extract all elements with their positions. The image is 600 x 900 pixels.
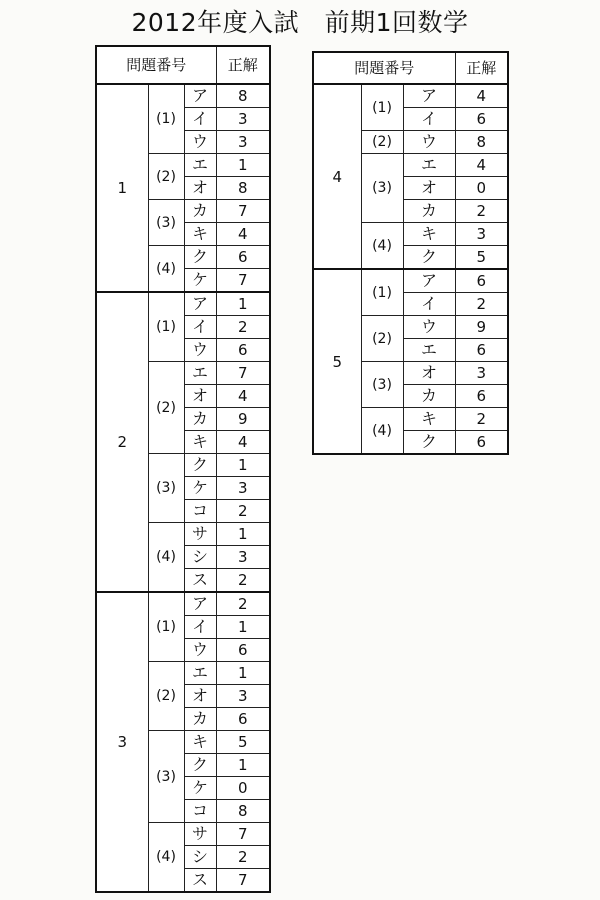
correct-answer-value: 6 [455, 339, 508, 362]
correct-answer-value: 4 [455, 84, 508, 108]
sub-question-number: (3) [148, 200, 184, 246]
correct-answer-value: 0 [455, 177, 508, 200]
sub-question-number: (4) [361, 408, 403, 455]
answer-table-body [313, 84, 508, 454]
question-number: 2 [96, 292, 148, 592]
correct-answer-value: 1 [216, 662, 270, 685]
correct-answer-value: 2 [216, 500, 270, 523]
correct-answer-value: 1 [216, 754, 270, 777]
answer-slot-label: ウ [403, 131, 455, 154]
answer-slot-label: ア [403, 84, 455, 108]
answer-slot-label: ウ [184, 131, 216, 154]
sub-question-number: (4) [148, 523, 184, 593]
answer-slot-label: カ [403, 385, 455, 408]
sub-question-number: (2) [148, 362, 184, 454]
answer-table-left [95, 45, 271, 893]
answer-slot-label: カ [184, 708, 216, 731]
answer-slot-label: オ [403, 362, 455, 385]
answer-slot-label: サ [184, 523, 216, 546]
correct-answer-value: 1 [216, 292, 270, 316]
correct-answer-value: 4 [216, 431, 270, 454]
correct-answer-value: 1 [216, 523, 270, 546]
answer-slot-label: カ [184, 200, 216, 223]
answer-slot-label: ウ [184, 639, 216, 662]
answer-slot-label: ア [184, 592, 216, 616]
correct-answer-value: 2 [455, 408, 508, 431]
answer-slot-label: イ [403, 108, 455, 131]
correct-answer-value: 5 [455, 246, 508, 270]
sub-question-number: (4) [148, 246, 184, 293]
sub-question-number: (4) [148, 823, 184, 893]
answer-slot-label: オ [184, 385, 216, 408]
answer-slot-label: エ [184, 154, 216, 177]
correct-answer-value: 7 [216, 269, 270, 293]
correct-answer-value: 6 [455, 108, 508, 131]
correct-answer-value: 3 [216, 108, 270, 131]
answer-table-right [312, 51, 509, 455]
correct-answer-value: 7 [216, 823, 270, 846]
answer-slot-label: イ [184, 616, 216, 639]
question-number: 1 [96, 84, 148, 292]
correct-answer-value: 2 [455, 200, 508, 223]
correct-answer-value: 3 [216, 685, 270, 708]
sub-question-number: (2) [148, 154, 184, 200]
correct-answer-value: 8 [216, 84, 270, 108]
answer-slot-label: キ [403, 223, 455, 246]
answer-slot-label: イ [403, 293, 455, 316]
correct-answer-value: 8 [455, 131, 508, 154]
answer-slot-label: ク [403, 246, 455, 270]
answer-slot-label: ス [184, 869, 216, 893]
correct-answer-value: 1 [216, 154, 270, 177]
table-row [96, 84, 270, 108]
answer-slot-label: カ [403, 200, 455, 223]
answer-slot-label: エ [403, 339, 455, 362]
answer-slot-label: シ [184, 546, 216, 569]
answer-slot-label: サ [184, 823, 216, 846]
correct-answer-value: 6 [455, 431, 508, 455]
correct-answer-value: 0 [216, 777, 270, 800]
answer-slot-label: ア [403, 269, 455, 293]
correct-answer-value: 6 [216, 708, 270, 731]
answer-slot-label: キ [184, 731, 216, 754]
answer-slot-label: シ [184, 846, 216, 869]
answer-slot-label: エ [184, 362, 216, 385]
sub-question-number: (2) [148, 662, 184, 731]
answer-slot-label: ケ [184, 477, 216, 500]
question-number-header: 問題番号 [313, 52, 455, 84]
correct-answer-value: 5 [216, 731, 270, 754]
answer-slot-label: キ [184, 223, 216, 246]
correct-answer-value: 3 [455, 223, 508, 246]
sub-question-number: (1) [148, 292, 184, 362]
correct-answer-value: 1 [216, 616, 270, 639]
sub-question-number: (4) [361, 223, 403, 270]
correct-answer-value: 6 [216, 339, 270, 362]
sub-question-number: (3) [361, 154, 403, 223]
correct-answer-value: 4 [216, 223, 270, 246]
sub-question-number: (1) [361, 269, 403, 316]
answer-slot-label: ケ [184, 777, 216, 800]
table-row [313, 84, 508, 108]
answer-slot-label: エ [403, 154, 455, 177]
answer-slot-label: ア [184, 84, 216, 108]
correct-answer-value: 3 [216, 477, 270, 500]
answer-slot-label: ス [184, 569, 216, 593]
correct-answer-value: 6 [216, 246, 270, 269]
answer-slot-label: キ [403, 408, 455, 431]
question-number-header: 問題番号 [96, 46, 216, 84]
correct-answer-value: 6 [455, 385, 508, 408]
answer-slot-label: イ [184, 316, 216, 339]
answer-slot-label: コ [184, 500, 216, 523]
table-row [96, 592, 270, 616]
correct-answer-value: 2 [216, 846, 270, 869]
correct-answer-value: 2 [216, 569, 270, 593]
correct-answer-value: 6 [216, 639, 270, 662]
sub-question-number: (3) [361, 362, 403, 408]
answer-slot-label: ク [184, 754, 216, 777]
answer-slot-label: ア [184, 292, 216, 316]
question-number: 3 [96, 592, 148, 892]
page-title: 2012年度入試 前期1回数学 [131, 8, 469, 37]
correct-answer-value: 6 [455, 269, 508, 293]
correct-answer-value: 4 [216, 385, 270, 408]
answer-slot-label: ケ [184, 269, 216, 293]
correct-answer-header: 正解 [455, 52, 508, 84]
question-number: 4 [313, 84, 361, 269]
table-row [96, 292, 270, 316]
correct-answer-value: 9 [455, 316, 508, 339]
answer-slot-label: オ [184, 177, 216, 200]
sub-question-number: (3) [148, 731, 184, 823]
answer-slot-label: エ [184, 662, 216, 685]
sub-question-number: (1) [361, 84, 403, 131]
correct-answer-value: 2 [455, 293, 508, 316]
correct-answer-value: 3 [216, 546, 270, 569]
answer-slot-label: ウ [403, 316, 455, 339]
correct-answer-value: 3 [455, 362, 508, 385]
header-row [96, 46, 270, 84]
correct-answer-value: 1 [216, 454, 270, 477]
correct-answer-value: 7 [216, 869, 270, 893]
answer-slot-label: ク [184, 246, 216, 269]
correct-answer-value: 8 [216, 177, 270, 200]
header-row [313, 52, 508, 84]
answer-slot-label: コ [184, 800, 216, 823]
question-number: 5 [313, 269, 361, 454]
answer-slot-label: キ [184, 431, 216, 454]
correct-answer-value: 7 [216, 362, 270, 385]
answer-slot-label: ク [184, 454, 216, 477]
correct-answer-value: 7 [216, 200, 270, 223]
sub-question-number: (1) [148, 84, 184, 154]
sub-question-number: (3) [148, 454, 184, 523]
correct-answer-value: 2 [216, 316, 270, 339]
sub-question-number: (1) [148, 592, 184, 662]
correct-answer-value: 9 [216, 408, 270, 431]
answer-table-body [96, 84, 270, 892]
correct-answer-value: 4 [455, 154, 508, 177]
answer-slot-label: ウ [184, 339, 216, 362]
correct-answer-header: 正解 [216, 46, 270, 84]
sub-question-number: (2) [361, 131, 403, 154]
answer-slot-label: ク [403, 431, 455, 455]
answer-slot-label: オ [184, 685, 216, 708]
answer-slot-label: オ [403, 177, 455, 200]
answer-slot-label: イ [184, 108, 216, 131]
sub-question-number: (2) [361, 316, 403, 362]
answer-slot-label: カ [184, 408, 216, 431]
correct-answer-value: 3 [216, 131, 270, 154]
table-row [313, 269, 508, 293]
correct-answer-value: 8 [216, 800, 270, 823]
correct-answer-value: 2 [216, 592, 270, 616]
